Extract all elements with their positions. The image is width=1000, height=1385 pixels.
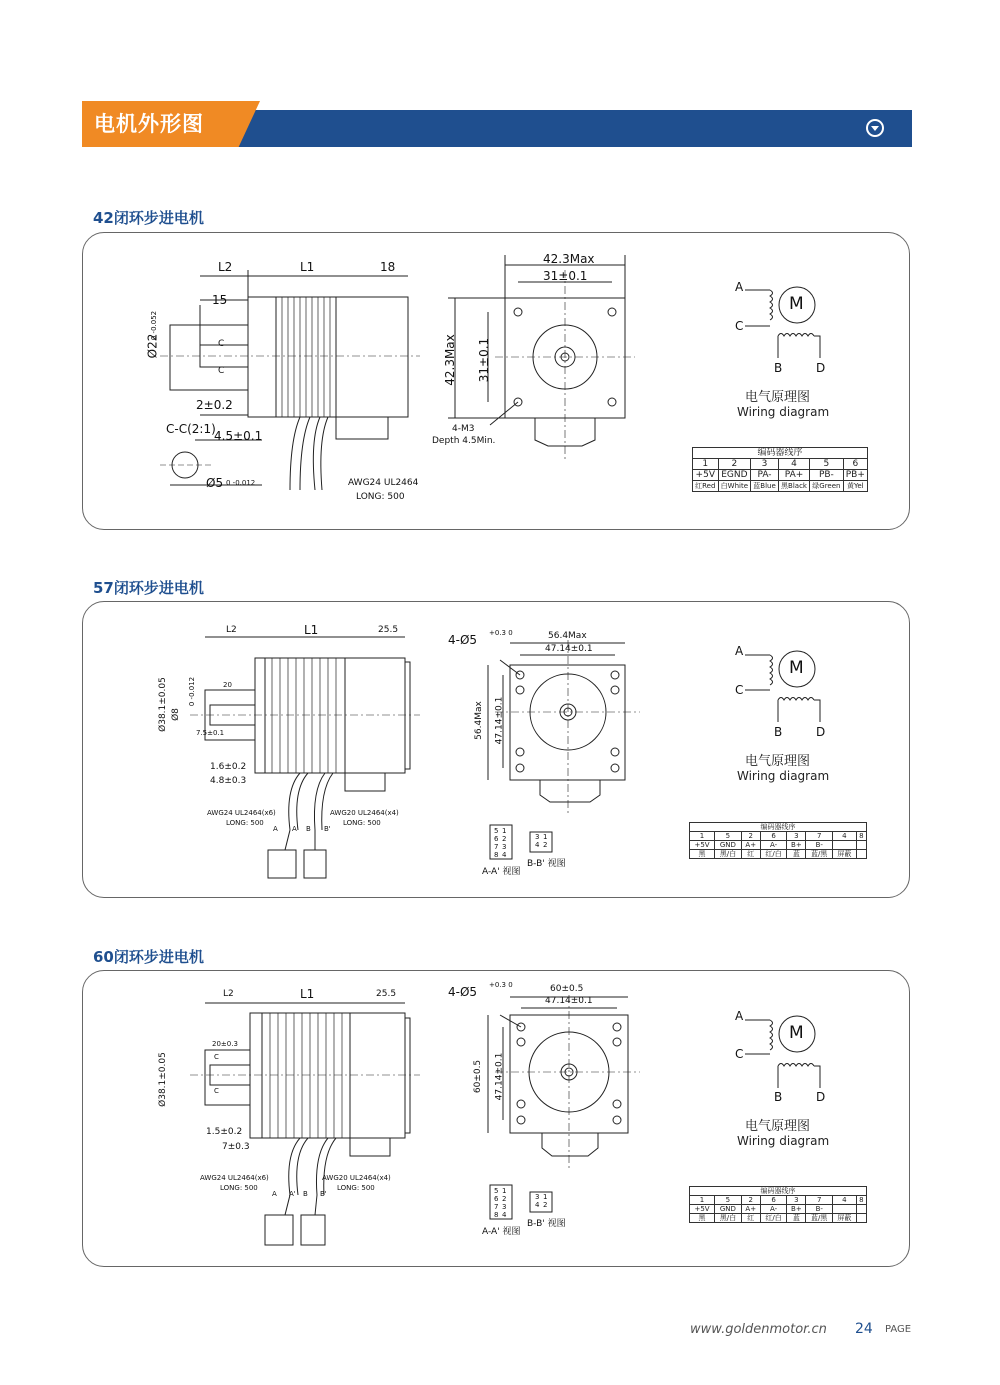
- conn-a: A: [273, 825, 278, 833]
- pin-8: 8: [494, 851, 499, 859]
- encoder-pin: 4: [833, 832, 857, 841]
- pin-2: 2: [502, 1195, 507, 1203]
- encoder-signal: PA+: [778, 470, 809, 481]
- pin-7: 7: [494, 1203, 499, 1211]
- pin-8: 8: [494, 1211, 499, 1219]
- encoder-color: 黑: [690, 1214, 715, 1223]
- wiring-title: 电气原理图: [745, 754, 811, 769]
- dim-height-max: 56.4Max: [473, 701, 484, 740]
- encoder-signal: +5V: [690, 841, 715, 850]
- dim-width-max: 60±0.5: [550, 984, 584, 994]
- wiring-a: A: [735, 644, 744, 658]
- view-a-label: A-A' 视图: [482, 1227, 521, 1237]
- pin-6: 6: [494, 1195, 499, 1203]
- dim-shaft-tol: 0 -0.012: [188, 676, 197, 707]
- encoder-color: 蓝/黑: [806, 850, 833, 859]
- dim-width-pitch: 31±0.1: [543, 269, 588, 283]
- dim-diameter: Ø38.1±0.05: [157, 1052, 168, 1107]
- encoder-signal: PB-: [810, 470, 843, 481]
- wiring-c: C: [735, 683, 744, 697]
- encoder-pin: 5: [715, 832, 742, 841]
- wire-length-a: LONG: 500: [220, 1184, 258, 1192]
- encoder-pin: 6: [843, 459, 867, 470]
- wire-length-b: LONG: 500: [337, 1184, 375, 1192]
- dim-height-max: 60±0.5: [473, 1059, 484, 1094]
- encoder-signal: PA-: [751, 470, 779, 481]
- website-url[interactable]: www.goldenmotor.cn: [690, 1322, 827, 1337]
- encoder-caption: 编码器线序: [690, 1187, 867, 1196]
- wiring-b: B: [774, 361, 783, 375]
- encoder-signal: [856, 1205, 866, 1214]
- section-mark-c-top: C: [214, 1053, 219, 1061]
- holes-tol: +0.3 0: [489, 629, 513, 637]
- encoder-color: 屏蔽: [833, 850, 857, 859]
- wire-spec-a: AWG24 UL2464(x6): [207, 809, 276, 817]
- pin-7: 7: [494, 843, 499, 851]
- wiring-title-en: Wiring diagram: [737, 769, 830, 783]
- dim-width-pitch: 47.14±0.1: [545, 644, 593, 654]
- encoder-pin: 5: [810, 459, 843, 470]
- encoder-caption: 编码器线序: [693, 448, 868, 459]
- dim-height-pitch: 47.14±0.1: [494, 1052, 505, 1101]
- encoder-color: [856, 1214, 866, 1223]
- encoder-color: 红/白: [760, 1214, 787, 1223]
- encoder-color: 白White: [718, 481, 751, 492]
- view-a-label: A-A' 视图: [482, 867, 521, 877]
- dim-shaft: Ø8: [170, 708, 181, 721]
- encoder-color: 红Red: [693, 481, 719, 492]
- page-number: 24: [855, 1321, 873, 1337]
- wire-length-b: LONG: 500: [343, 819, 381, 827]
- encoder-color: 绿Green: [810, 481, 843, 492]
- motor-symbol: M: [789, 658, 804, 678]
- conn-a-prime: A': [289, 1190, 296, 1198]
- view-b-label: B-B' 视图: [527, 859, 566, 869]
- encoder-pin: 8: [856, 1196, 866, 1205]
- pin-b-3: 3: [535, 1193, 540, 1201]
- conn-b: B: [303, 1190, 308, 1198]
- encoder-pin: 5: [715, 1196, 742, 1205]
- section-mark-c-bottom: C: [218, 366, 225, 376]
- dim-height-pitch: 31±0.1: [477, 337, 492, 383]
- section-cc-label: C-C(2:1): [166, 422, 216, 436]
- pin-4: 4: [502, 851, 507, 859]
- wire-spec-b: AWG20 UL2464(x4): [330, 809, 399, 817]
- encoder-pin: 4: [778, 459, 809, 470]
- dim-l2: L2: [218, 260, 233, 274]
- encoder-color: 黑/白: [715, 1214, 742, 1223]
- section-mark-c-top: C: [218, 339, 225, 349]
- encoder-signal: A-: [760, 1205, 787, 1214]
- dim-15: 15: [212, 293, 228, 307]
- pin-6: 6: [494, 835, 499, 843]
- dim-flat: 7.5±0.1: [196, 729, 225, 737]
- conn-a-prime: A': [292, 825, 299, 833]
- encoder-signal: +5V: [693, 470, 719, 481]
- wire-spec-b: AWG20 UL2464(x4): [322, 1174, 391, 1182]
- depth-label: Depth 4.5Min.: [432, 436, 496, 446]
- pin-1: 1: [502, 1187, 507, 1195]
- encoder-pin: 3: [751, 459, 779, 470]
- dim-gap: 2±0.2: [196, 398, 233, 412]
- encoder-pin: 2: [741, 1196, 760, 1205]
- pin-b-1: 1: [543, 1193, 548, 1201]
- wiring-title-en: Wiring diagram: [737, 1134, 830, 1148]
- encoder-pin: 3: [787, 832, 806, 841]
- encoder-signal: A+: [741, 841, 760, 850]
- dim-l1: L1: [304, 623, 319, 637]
- dim-20: 20±0.3: [212, 1040, 238, 1048]
- pin-b-4: 4: [535, 1201, 540, 1209]
- pin-b-4: 4: [535, 841, 540, 849]
- dim-gap-1: 1.5±0.2: [206, 1127, 243, 1137]
- dim-right: 18: [380, 260, 396, 274]
- wiring-b: B: [774, 1090, 783, 1104]
- encoder-pin: 8: [856, 832, 866, 841]
- encoder-pin: 1: [690, 832, 715, 841]
- section-mark-c-bottom: C: [214, 1087, 219, 1095]
- pin-3: 3: [502, 1203, 507, 1211]
- conn-a: A: [272, 1190, 277, 1198]
- dim-gap-2: 4.8±0.3: [210, 776, 247, 786]
- encoder-color: 蓝: [787, 1214, 806, 1223]
- encoder-color: 红/白: [760, 850, 787, 859]
- encoder-pin: 6: [760, 1196, 787, 1205]
- encoder-color: 黑: [690, 850, 715, 859]
- dim-right: 25.5: [378, 625, 399, 635]
- dim-width-pitch: 47.14±0.1: [545, 996, 593, 1006]
- wiring-a: A: [735, 280, 744, 294]
- encoder-color: 红: [741, 1214, 760, 1223]
- wiring-title: 电气原理图: [745, 390, 811, 405]
- encoder-pin: 4: [833, 1196, 857, 1205]
- dim-height-max: 42.3Max: [442, 334, 457, 386]
- section-title-60: 60闭环步进电机: [93, 948, 204, 966]
- wire-spec: AWG24 UL2464: [348, 478, 419, 488]
- dim-height-pitch: 47.14±0.1: [494, 696, 505, 745]
- pin-1: 1: [502, 827, 507, 835]
- pin-b-2: 2: [543, 1201, 548, 1209]
- encoder-signal: B+: [787, 1205, 806, 1214]
- wiring-b: B: [774, 725, 783, 739]
- wiring-c: C: [735, 319, 744, 333]
- encoder-pin: 6: [760, 832, 787, 841]
- encoder-pin: 3: [787, 1196, 806, 1205]
- encoder-signal: [833, 1205, 857, 1214]
- pin-5: 5: [494, 827, 499, 835]
- encoder-color: 黑Black: [778, 481, 809, 492]
- wire-spec-a: AWG24 UL2464(x6): [200, 1174, 269, 1182]
- wire-length-a: LONG: 500: [226, 819, 264, 827]
- encoder-color: 蓝/黑: [806, 1214, 833, 1223]
- encoder-signal: GND: [715, 1205, 742, 1214]
- dim-width-max: 56.4Max: [548, 631, 587, 641]
- wiring-d: D: [816, 1090, 826, 1104]
- encoder-color: 蓝: [787, 850, 806, 859]
- page-label: PAGE: [885, 1324, 912, 1335]
- encoder-color: 蓝Blue: [751, 481, 779, 492]
- pin-b-1: 1: [543, 833, 548, 841]
- encoder-pin: 2: [741, 832, 760, 841]
- encoder-signal: B+: [787, 841, 806, 850]
- dim-l1: L1: [300, 987, 315, 1001]
- motor-symbol: M: [789, 1023, 804, 1043]
- encoder-signal: A-: [760, 841, 787, 850]
- holes-label: 4-Ø5: [448, 985, 478, 999]
- encoder-signal: B-: [806, 841, 833, 850]
- holes-tol: +0.3 0: [489, 981, 513, 989]
- dim-right: 25.5: [376, 989, 397, 999]
- encoder-signal: B-: [806, 1205, 833, 1214]
- wiring-c: C: [735, 1047, 744, 1061]
- dim-diameter: Ø38.1±0.05: [157, 677, 168, 732]
- dim-shaft-tol: 0 -0.012: [226, 479, 256, 487]
- wiring-title-en: Wiring diagram: [737, 405, 830, 419]
- dim-shaft: Ø5: [206, 476, 224, 490]
- conn-b: B: [306, 825, 311, 833]
- motor-symbol: M: [789, 294, 804, 314]
- encoder-color: 黑/白: [715, 850, 742, 859]
- pin-4: 4: [502, 1211, 507, 1219]
- dim-diameter: Ø22: [145, 333, 160, 359]
- section-title-57: 57闭环步进电机: [93, 579, 204, 597]
- dim-gap-1: 1.6±0.2: [210, 762, 247, 772]
- encoder-signal: PB+: [843, 470, 867, 481]
- wiring-a: A: [735, 1009, 744, 1023]
- dim-gap-2: 7±0.3: [222, 1142, 250, 1152]
- view-b-label: B-B' 视图: [527, 1219, 566, 1229]
- wiring-title: 电气原理图: [745, 1119, 811, 1134]
- section-title-42: 42闭环步进电机: [93, 209, 204, 227]
- encoder-pin: 2: [718, 459, 751, 470]
- holes-label: 4-Ø5: [448, 633, 478, 647]
- encoder-pin: 7: [806, 1196, 833, 1205]
- dim-l2: L2: [223, 989, 234, 999]
- wiring-d: D: [816, 725, 826, 739]
- encoder-signal: A+: [741, 1205, 760, 1214]
- wire-length: LONG: 500: [356, 492, 405, 502]
- conn-b-prime: B': [324, 825, 331, 833]
- encoder-color: 红: [741, 850, 760, 859]
- page-title: 电机外形图: [94, 112, 204, 136]
- encoder-table-60: [689, 1186, 867, 1223]
- encoder-signal: EGND: [718, 470, 751, 481]
- conn-b-prime: B': [320, 1190, 327, 1198]
- holes-label: 4-M3: [452, 424, 475, 434]
- dim-width-max: 42.3Max: [543, 252, 595, 266]
- dim-flat: 4.5±0.1: [214, 429, 263, 443]
- encoder-pin: 7: [806, 832, 833, 841]
- encoder-signal: +5V: [690, 1205, 715, 1214]
- dim-20: 20: [223, 681, 232, 689]
- pin-3: 3: [502, 843, 507, 851]
- dim-l2: L2: [226, 625, 237, 635]
- encoder-signal: GND: [715, 841, 742, 850]
- wiring-d: D: [816, 361, 826, 375]
- encoder-color: 屏蔽: [833, 1214, 857, 1223]
- dim-diameter-tol: 0 -0.052: [150, 310, 159, 341]
- encoder-pin: 1: [693, 459, 719, 470]
- pin-b-3: 3: [535, 833, 540, 841]
- pin-5: 5: [494, 1187, 499, 1195]
- encoder-caption: 编码器线序: [690, 823, 867, 832]
- pin-2: 2: [502, 835, 507, 843]
- encoder-pin: 1: [690, 1196, 715, 1205]
- dim-l1: L1: [300, 260, 315, 274]
- pin-b-2: 2: [543, 841, 548, 849]
- encoder-color: 黄Yel: [843, 481, 867, 492]
